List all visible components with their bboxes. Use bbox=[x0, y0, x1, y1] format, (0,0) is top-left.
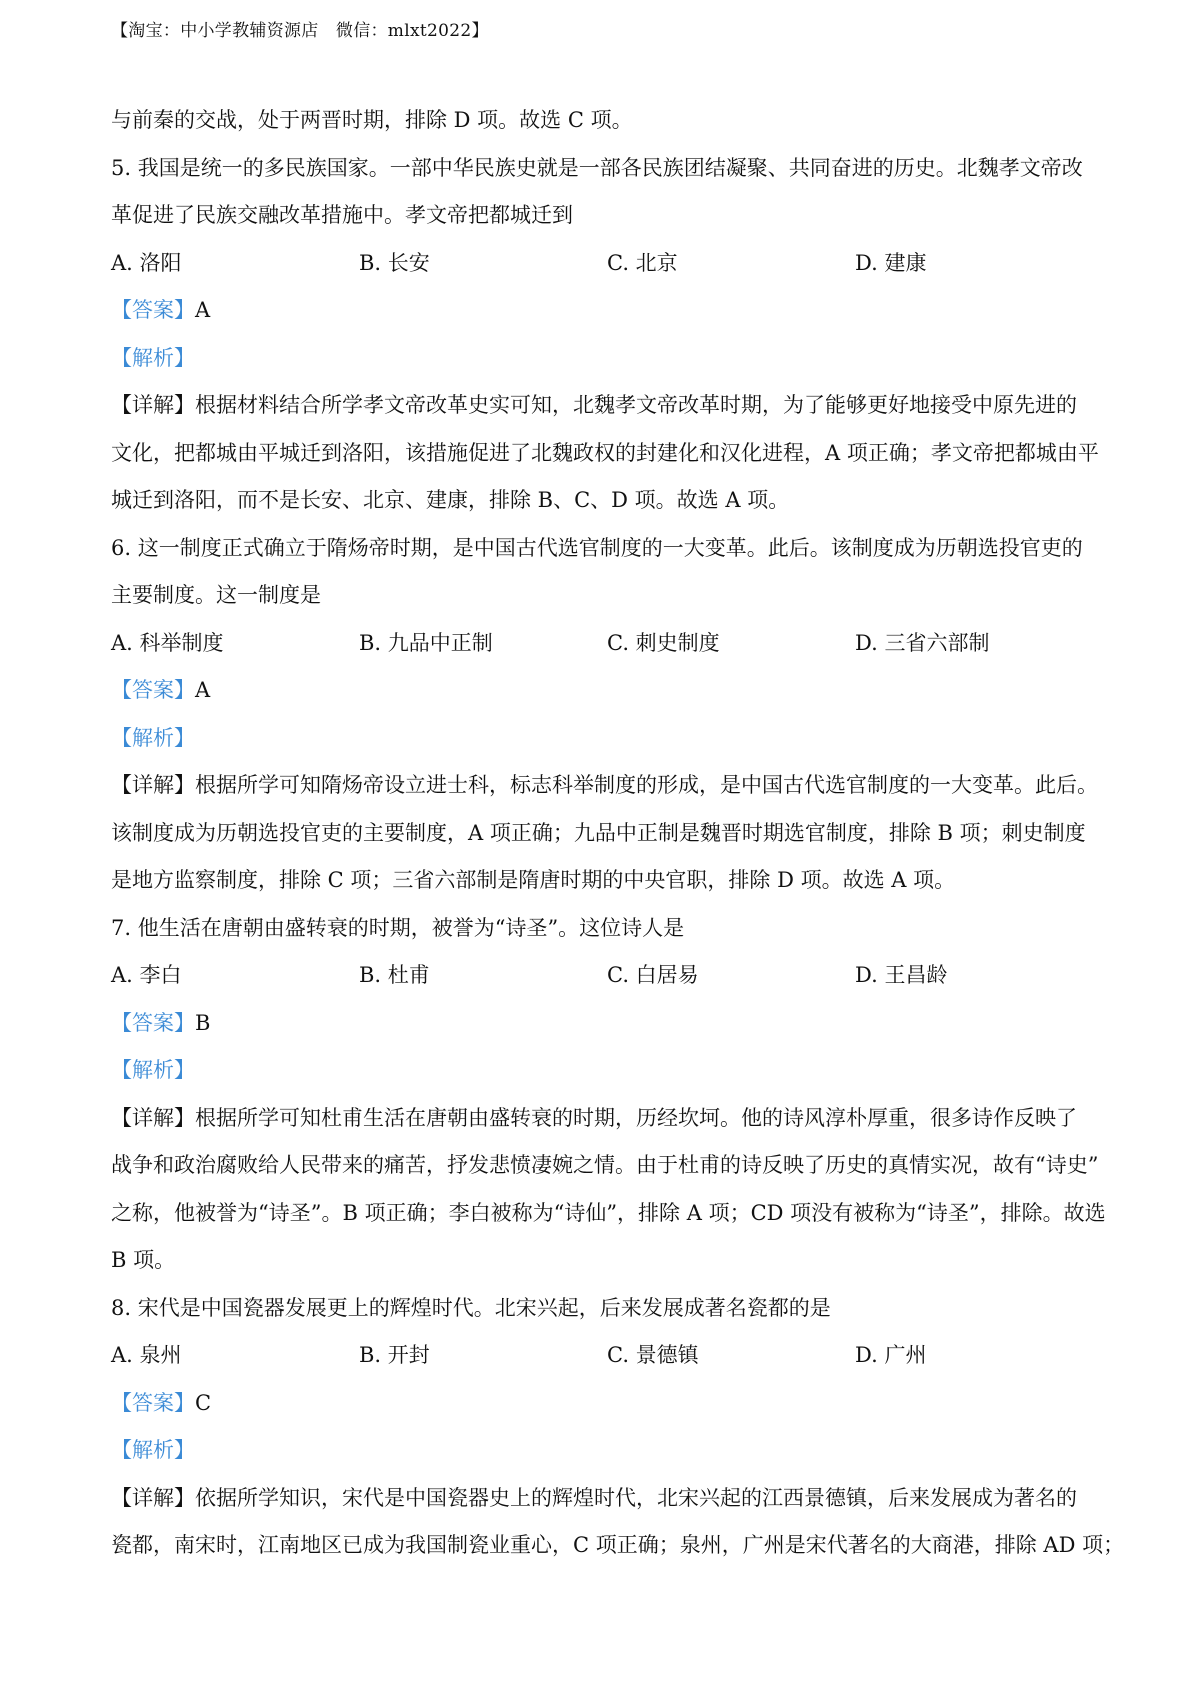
analysis-label: 【解析】 bbox=[111, 1058, 195, 1082]
detail-text: 之称，他被誉为“诗圣”。B 项正确；李白被称为“诗仙”，排除 A 项；CD 项没有被称为“诗圣”，排除。故选 bbox=[111, 1200, 1106, 1225]
option: D. 广州 bbox=[855, 1343, 927, 1367]
detail-label: 【详解】 bbox=[111, 393, 195, 417]
answer-line bbox=[111, 1380, 1111, 1428]
analysis-line bbox=[111, 1427, 1111, 1475]
answer-line bbox=[111, 667, 1111, 715]
option: B. 九品中正制 bbox=[359, 630, 493, 655]
question-block bbox=[111, 145, 1111, 525]
answer-value: A bbox=[195, 298, 211, 322]
detail-text: 根据所学可知杜甫生活在唐朝由盛转衰的时期，历经坎坷。他的诗风淳朴厚重，很多诗作反映了 bbox=[195, 1105, 1077, 1130]
detail-text: 瓷都，南宋时，江南地区已成为我国制瓷业重心，C 项正确；泉州，广州是宋代著名的大商港，排除 AD 项； bbox=[111, 1533, 1125, 1557]
analysis-line bbox=[111, 1047, 1111, 1095]
question-stem: 5. 我国是统一的多民族国家。一部中华民族史就是一部各民族团结凝聚、共同奋进的历史。北魏孝文帝改 bbox=[111, 155, 1083, 180]
option: C. 白居易 bbox=[607, 963, 699, 987]
detail-text: 依据所学知识，宋代是中国瓷器史上的辉煌时代，北宋兴起的江西景德镇，后来发展成为著名的 bbox=[195, 1485, 1077, 1510]
answer-line bbox=[111, 1000, 1111, 1048]
option: C. 北京 bbox=[607, 250, 678, 275]
option: A. 李白 bbox=[111, 963, 182, 987]
answer-label: 【答案】 bbox=[111, 298, 195, 322]
option: D. 建康 bbox=[855, 250, 927, 275]
question-stem: 7. 他生活在唐朝由盛转衰的时期，被誉为“诗圣”。这位诗人是 bbox=[111, 915, 685, 940]
option: B. 开封 bbox=[359, 1343, 430, 1367]
question-stem: 革促进了民族交融改革措施中。孝文帝把都城迁到 bbox=[111, 203, 573, 227]
analysis-label: 【解析】 bbox=[111, 1438, 195, 1462]
option: C. 刺史制度 bbox=[607, 630, 720, 655]
page-header: 【淘宝：中小学教辅资源店 微信：mlxt2022】 bbox=[111, 21, 489, 41]
intro-line: 与前秦的交战，处于两晋时期，排除 D 项。故选 C 项。 bbox=[111, 108, 633, 132]
question-stem: 主要制度。这一制度是 bbox=[111, 583, 321, 607]
option: A. 泉州 bbox=[111, 1343, 182, 1367]
detail-line bbox=[111, 382, 1111, 430]
detail-text: 根据材料结合所学孝文帝改革史实可知，北魏孝文帝改革时期，为了能够更好地接受中原先进的 bbox=[195, 393, 1077, 417]
option: D. 三省六部制 bbox=[855, 630, 990, 655]
detail-text: 城迁到洛阳，而不是长安、北京、建康，排除 B、C、D 项。故选 A 项。 bbox=[111, 488, 790, 512]
detail-text: B 项。 bbox=[111, 1248, 176, 1272]
option-row bbox=[111, 1332, 1111, 1380]
option: A. 洛阳 bbox=[111, 250, 182, 275]
answer-label: 【答案】 bbox=[111, 1010, 195, 1035]
detail-line bbox=[111, 762, 1111, 810]
detail-text: 是地方监察制度，排除 C 项；三省六部制是隋唐时期的中央官职，排除 D 项。故选 A 项。 bbox=[111, 868, 956, 892]
detail-text: 该制度成为历朝选投官吏的主要制度，A 项正确；九品中正制是魏晋时期选官制度，排除 B 项；刺史制度 bbox=[111, 820, 1086, 845]
detail-label: 【详解】 bbox=[111, 1105, 195, 1130]
option-row bbox=[111, 620, 1111, 668]
document-body bbox=[111, 97, 1125, 1570]
detail-label: 【详解】 bbox=[111, 1485, 195, 1510]
answer-label: 【答案】 bbox=[111, 1390, 195, 1415]
option: C. 景德镇 bbox=[607, 1343, 699, 1367]
option-row bbox=[111, 952, 1111, 1000]
answer-label: 【答案】 bbox=[111, 678, 195, 702]
detail-text: 根据所学可知隋炀帝设立进士科，标志科举制度的形成，是中国古代选官制度的一大变革。此后。 bbox=[195, 773, 1098, 797]
question-block bbox=[111, 1285, 1125, 1570]
option: D. 王昌龄 bbox=[855, 963, 948, 987]
answer-line bbox=[111, 287, 1111, 335]
detail-line bbox=[111, 1475, 1111, 1523]
analysis-label: 【解析】 bbox=[111, 345, 195, 370]
detail-label: 【详解】 bbox=[111, 773, 195, 797]
question-stem: 6. 这一制度正式确立于隋炀帝时期，是中国古代选官制度的一大变革。此后。该制度成为历朝选投官吏的 bbox=[111, 535, 1083, 560]
detail-text: 战争和政治腐败给人民带来的痛苦，抒发悲愤凄婉之情。由于杜甫的诗反映了历史的真情实况，故有“诗史” bbox=[111, 1153, 1099, 1177]
option-row bbox=[111, 240, 1111, 288]
option: B. 杜甫 bbox=[359, 963, 430, 987]
question-block bbox=[111, 905, 1111, 1285]
analysis-label: 【解析】 bbox=[111, 725, 195, 750]
question-stem: 8. 宋代是中国瓷器发展更上的辉煌时代。北宋兴起，后来发展成著名瓷都的是 bbox=[111, 1295, 831, 1320]
answer-value: A bbox=[195, 678, 211, 702]
analysis-line bbox=[111, 715, 1111, 763]
detail-text: 文化，把都城由平城迁到洛阳，该措施促进了北魏政权的封建化和汉化进程，A 项正确；孝文帝把都城由平 bbox=[111, 440, 1099, 465]
analysis-line bbox=[111, 335, 1111, 383]
detail-line bbox=[111, 1095, 1111, 1143]
question-block bbox=[111, 525, 1111, 905]
option: A. 科举制度 bbox=[111, 630, 224, 655]
option: B. 长安 bbox=[359, 250, 430, 275]
answer-value: C bbox=[195, 1390, 212, 1415]
answer-value: B bbox=[195, 1010, 211, 1035]
